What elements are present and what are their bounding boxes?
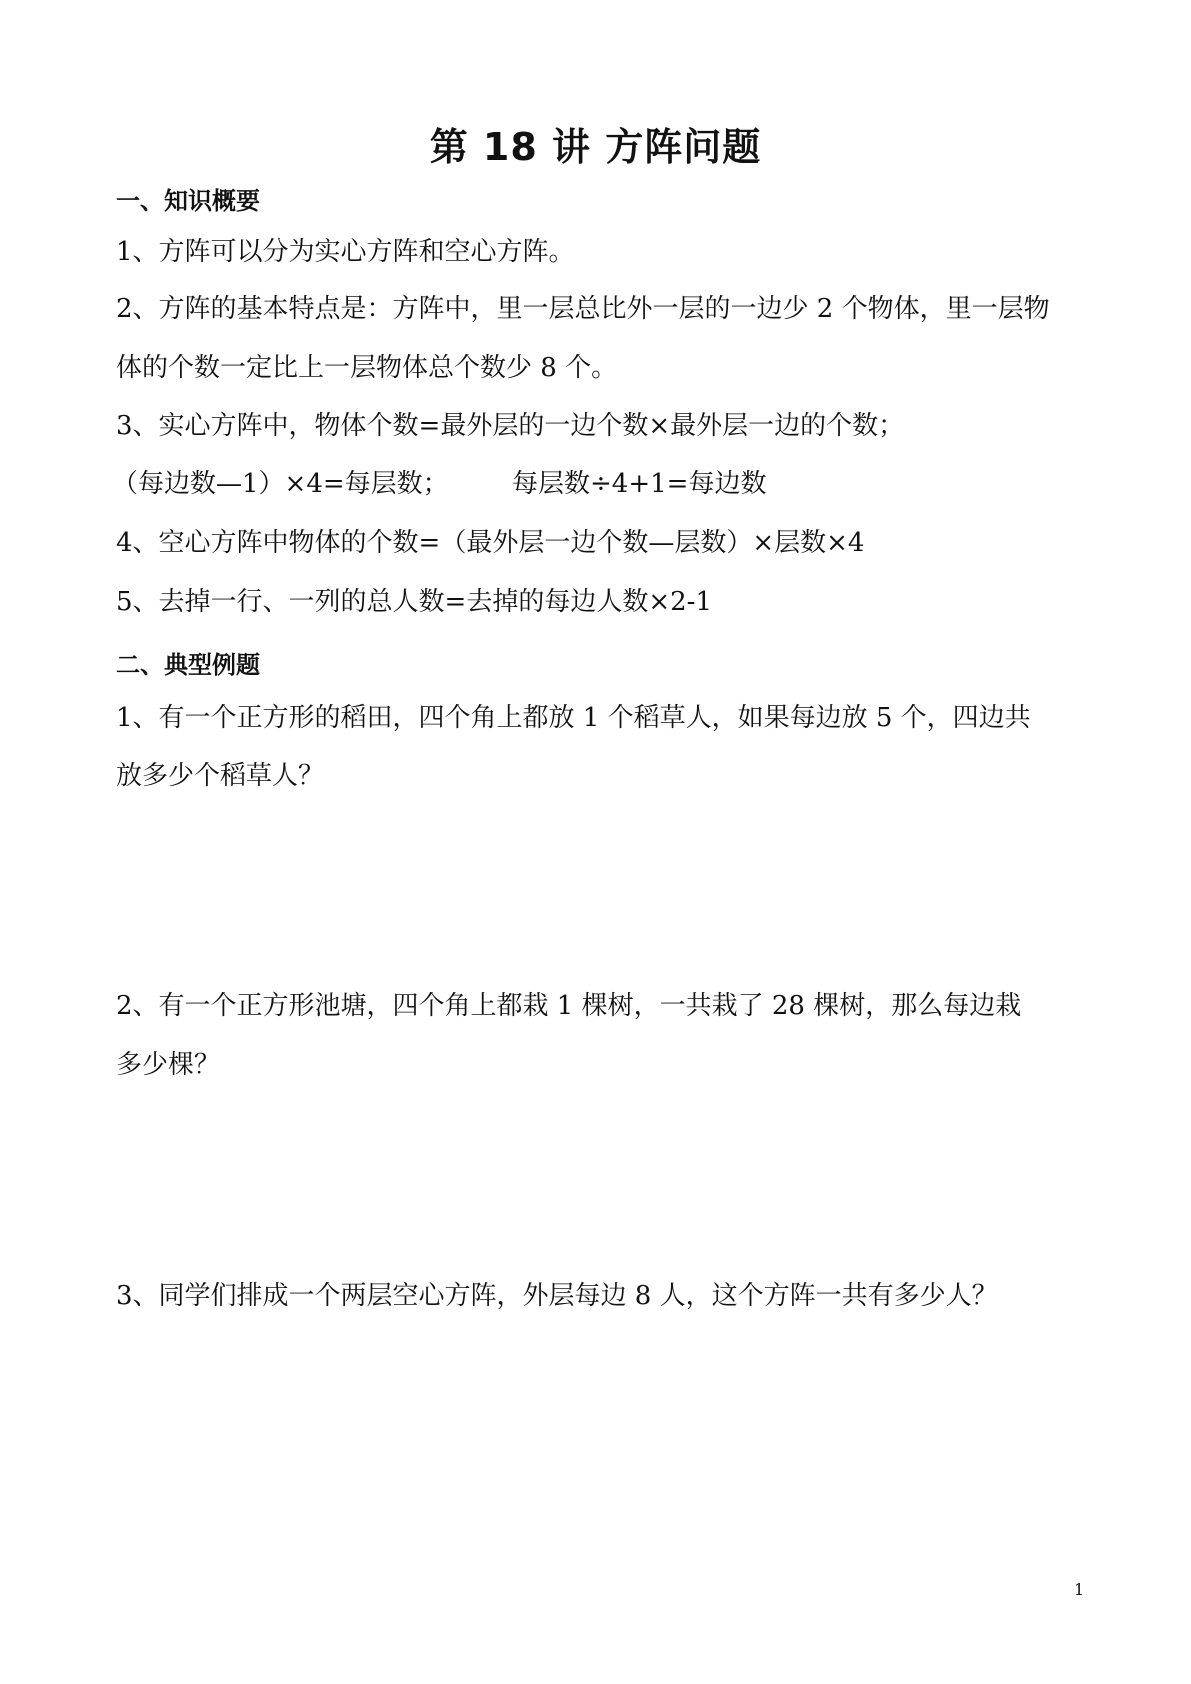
page-title: 第 18 讲 方阵问题 [429, 125, 762, 169]
knowledge-point-1: 1、方阵可以分为实心方阵和空心方阵。 [116, 237, 575, 267]
knowledge-point-4: 4、空心方阵中物体的个数=（最外层一边个数—层数）×层数×4 [116, 528, 865, 558]
example-1-line-2: 放多少个稻草人？ [116, 761, 325, 791]
knowledge-point-2-line-2: 体的个数一定比上一层物体总个数少 8 个。 [116, 353, 618, 383]
example-2-line-1: 2、有一个正方形池塘，四个角上都栽 1 棵树，一共栽了 28 棵树，那么每边栽 [116, 991, 1022, 1021]
formula-side-to-layer: （每边数—1）×4=每层数； [112, 469, 449, 499]
section-heading-knowledge: 一、知识概要 [116, 187, 260, 215]
section-heading-examples: 二、典型例题 [116, 651, 260, 679]
page-number: 1 [1074, 1580, 1085, 1599]
knowledge-point-2-line-1: 2、方阵的基本特点是：方阵中，里一层总比外一层的一边少 2 个物体，里一层物 [116, 294, 1050, 324]
knowledge-point-5: 5、去掉一行、一列的总人数=去掉的每边人数×2-1 [116, 587, 712, 617]
example-3: 3、同学们排成一个两层空心方阵，外层每边 8 人，这个方阵一共有多少人？ [116, 1281, 998, 1311]
example-1-line-1: 1、有一个正方形的稻田，四个角上都放 1 个稻草人，如果每边放 5 个，四边共 [116, 703, 1031, 733]
formula-layer-to-side: 每层数÷4+1=每边数 [512, 469, 767, 499]
example-2-line-2: 多少棵？ [116, 1050, 221, 1080]
knowledge-point-3: 3、实心方阵中，物体个数=最外层的一边个数×最外层一边的个数； [116, 411, 905, 441]
